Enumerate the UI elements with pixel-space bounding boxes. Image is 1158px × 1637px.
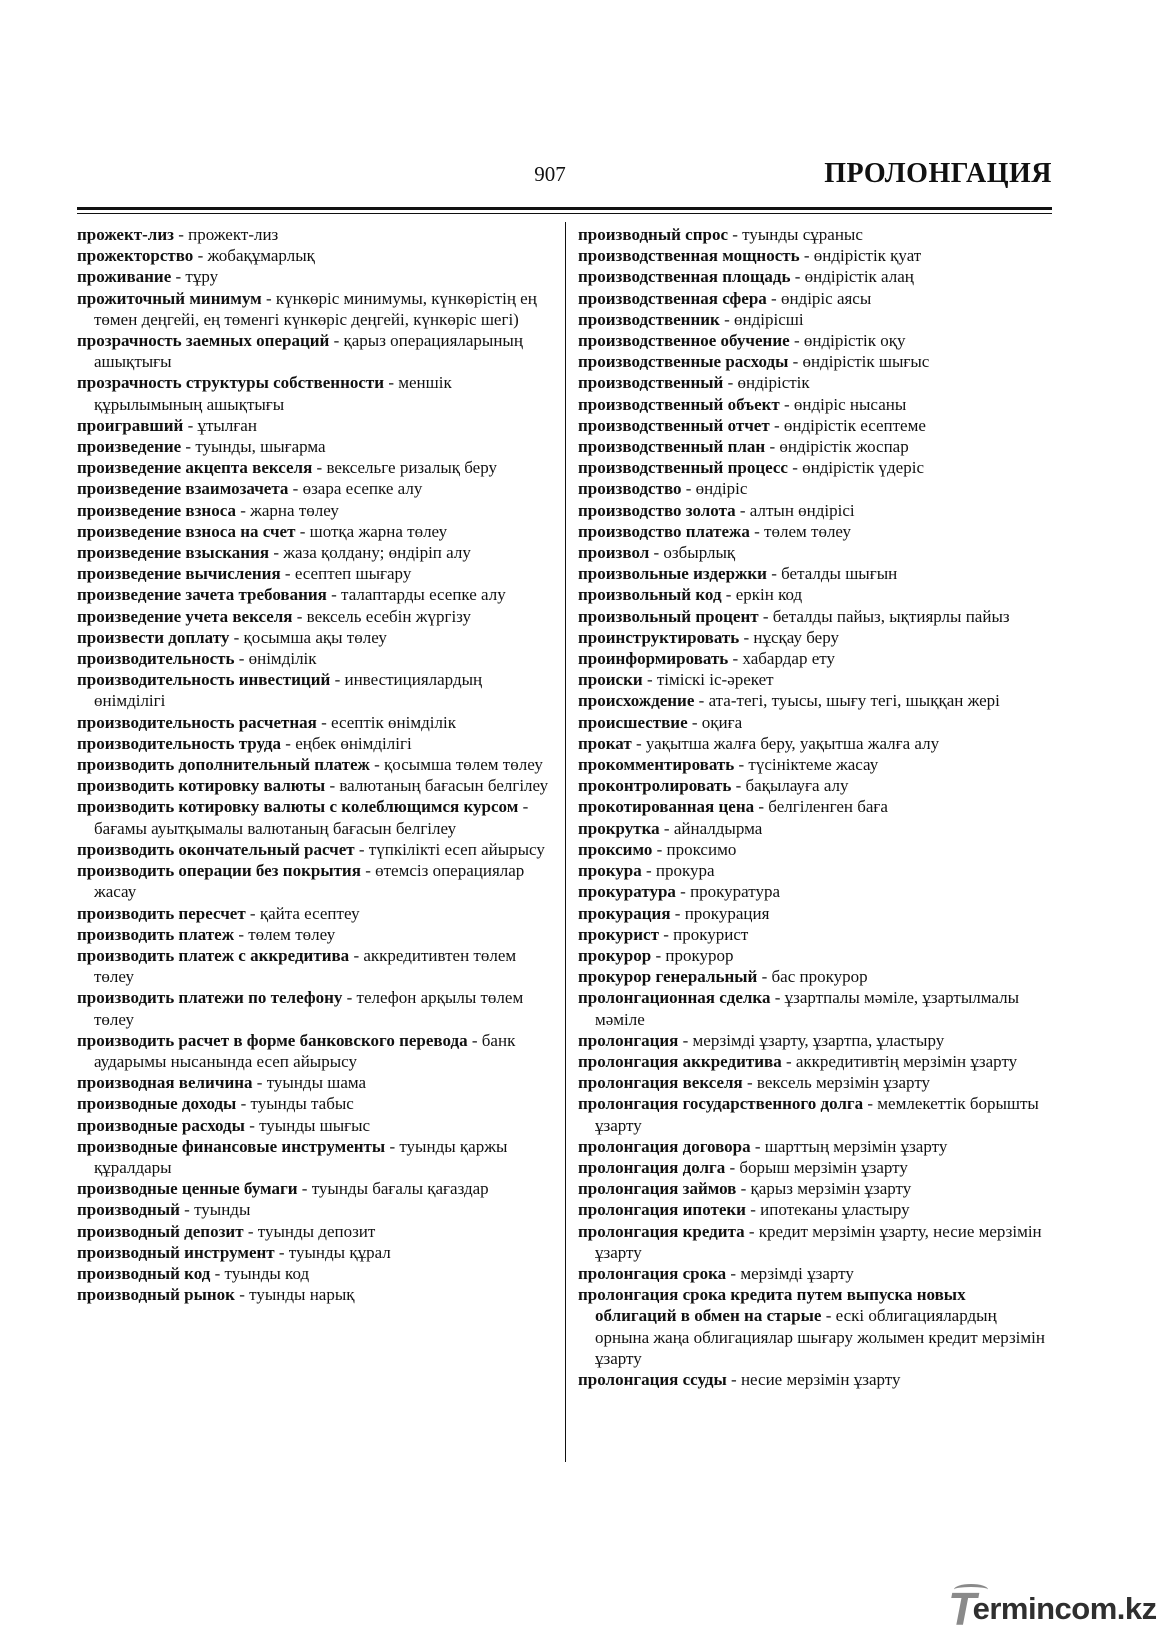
entry-term: пролонгация векселя bbox=[578, 1073, 743, 1093]
entry-definition: - өндірістік оқу bbox=[789, 331, 906, 351]
entry-term: производственник bbox=[578, 309, 720, 329]
entry-definition: - өндірістік шығыс bbox=[788, 352, 930, 372]
entry-definition: - ұзартпалы мәміле, ұзартылмалы мәміле bbox=[595, 988, 1019, 1029]
entry-term: производить окончательный расчет bbox=[77, 839, 355, 859]
entry-definition: - туынды бағалы қағаздар bbox=[297, 1179, 489, 1199]
right-column bbox=[578, 224, 1050, 1390]
entry-term: произвольные издержки bbox=[578, 564, 767, 584]
entry-definition: - өндіріс аясы bbox=[766, 288, 872, 308]
dictionary-entry bbox=[578, 754, 1050, 775]
entry-definition: - вексель есебін жүргізу bbox=[292, 606, 472, 626]
dictionary-entry bbox=[578, 584, 1050, 605]
dictionary-entry bbox=[578, 309, 1050, 330]
dictionary-entry bbox=[77, 1199, 549, 1220]
entry-term: произведение взыскания bbox=[77, 543, 270, 563]
dictionary-entry bbox=[77, 584, 549, 605]
entry-definition: - еңбек өнімділігі bbox=[281, 733, 412, 753]
dictionary-entry bbox=[77, 457, 549, 478]
entry-term: прокрутка bbox=[578, 818, 660, 838]
entry-definition: - туынды сұраныс bbox=[728, 225, 863, 244]
entry-term: производить котировку валюты с колеблющимся курсом bbox=[77, 797, 519, 817]
entry-term: производительность труда bbox=[77, 733, 282, 753]
entry-term: пролонгация аккредитива bbox=[578, 1051, 782, 1071]
entry-term: пролонгация срока кредита путем выпуска новых облигаций в обмен на старые bbox=[578, 1285, 966, 1326]
entry-term: пролонгация срока bbox=[578, 1263, 727, 1283]
dictionary-entry bbox=[578, 775, 1050, 796]
entry-term: производный инструмент bbox=[77, 1242, 275, 1262]
dictionary-entry bbox=[77, 1178, 549, 1199]
dictionary-entry bbox=[578, 563, 1050, 584]
entry-definition: - түсініктеме жасау bbox=[734, 755, 879, 775]
entry-definition: - беталды шығын bbox=[766, 564, 898, 584]
entry-definition: - өнімділік bbox=[234, 649, 317, 669]
entry-definition: - телефон арқылы төлем төлеу bbox=[94, 988, 524, 1029]
dictionary-entry bbox=[77, 839, 549, 860]
entry-term: производство bbox=[578, 479, 682, 499]
entry-definition: - өндіріс нысаны bbox=[779, 394, 907, 414]
dictionary-entry bbox=[77, 903, 549, 924]
entry-definition: - озбырлық bbox=[649, 543, 736, 563]
dictionary-entry bbox=[77, 563, 549, 584]
entry-term: производственный отчет bbox=[578, 415, 770, 435]
dictionary-entry bbox=[578, 839, 1050, 860]
dictionary-entry bbox=[578, 1199, 1050, 1220]
entry-definition: - өндіріс bbox=[681, 479, 748, 499]
left-column bbox=[77, 224, 549, 1305]
entry-term: производство платежа bbox=[578, 521, 750, 541]
entry-definition: - бақылауға алу bbox=[731, 776, 849, 796]
dictionary-entry bbox=[578, 818, 1050, 839]
entry-definition: - түпкілікті есеп айырысу bbox=[354, 839, 545, 859]
entry-definition: - оқиға bbox=[687, 712, 743, 732]
dictionary-entry bbox=[578, 1263, 1050, 1284]
entry-term: произведение зачета требования bbox=[77, 585, 327, 605]
dictionary-entry bbox=[77, 987, 549, 1029]
dictionary-entry bbox=[578, 669, 1050, 690]
entry-definition: - инвестициялардың өнімділігі bbox=[94, 670, 483, 711]
entry-term: происшествие bbox=[578, 712, 688, 732]
entry-definition: - мерзімді ұзарту bbox=[726, 1263, 854, 1283]
entry-definition: - меншік құрылымының ашықтығы bbox=[94, 373, 452, 414]
dictionary-entry bbox=[578, 648, 1050, 669]
dictionary-entry bbox=[578, 733, 1050, 754]
dictionary-entry bbox=[578, 1051, 1050, 1072]
entry-term: производить дополнительный платеж bbox=[77, 755, 370, 775]
entry-definition: - қосымша төлем төлеу bbox=[369, 755, 543, 775]
entry-definition: - өзара есепке алу bbox=[288, 479, 423, 499]
entry-definition: - туынды депозит bbox=[243, 1221, 376, 1241]
dictionary-entry bbox=[578, 351, 1050, 372]
entry-term: произведение учета векселя bbox=[77, 606, 293, 626]
entry-term: производительность расчетная bbox=[77, 712, 317, 732]
dictionary-entry bbox=[578, 394, 1050, 415]
dictionary-entry bbox=[77, 245, 549, 266]
entry-definition: - белгіленген баға bbox=[754, 797, 888, 817]
entry-definition: - өндірістік қуат bbox=[799, 246, 922, 266]
dictionary-entry bbox=[77, 436, 549, 457]
entry-definition: - прокурор bbox=[651, 945, 734, 965]
dictionary-entry bbox=[578, 881, 1050, 902]
entry-term: произвольный процент bbox=[578, 606, 759, 626]
entry-term: проинструктировать bbox=[578, 627, 740, 647]
entry-definition: - кредит мерзімін ұзарту, несие мерзімін ұзарту bbox=[595, 1221, 1042, 1262]
entry-definition: - өтемсіз операциялар жасау bbox=[94, 861, 525, 902]
entry-term: прокурор генеральный bbox=[578, 967, 758, 987]
entry-term: пролонгация кредита bbox=[578, 1221, 745, 1241]
entry-definition: - өндірістік есептеме bbox=[769, 415, 926, 435]
page-number: 907 bbox=[534, 162, 566, 186]
entry-term: производственная мощность bbox=[578, 246, 800, 266]
entry-term: пролонгация займов bbox=[578, 1179, 737, 1199]
entry-term: пролонгация долга bbox=[578, 1157, 726, 1177]
entry-definition: - валютаның бағасын белгілеу bbox=[325, 776, 549, 796]
dictionary-entry bbox=[77, 266, 549, 287]
header-rule-thick bbox=[77, 207, 1052, 210]
dictionary-entry bbox=[578, 542, 1050, 563]
dictionary-entry bbox=[578, 860, 1050, 881]
entry-definition: - мемлекеттік борышты ұзарту bbox=[595, 1094, 1039, 1135]
dictionary-entry bbox=[578, 1157, 1050, 1178]
entry-definition: - туынды нарық bbox=[234, 1285, 355, 1305]
entry-definition: - нұсқау беру bbox=[739, 627, 839, 647]
entry-term: производный рынок bbox=[77, 1285, 235, 1305]
entry-term: прокура bbox=[578, 861, 642, 881]
dictionary-entry bbox=[578, 966, 1050, 987]
entry-term: прозрачность заемных операций bbox=[77, 331, 330, 351]
dictionary-entry bbox=[77, 1263, 549, 1284]
entry-definition: - прокура bbox=[641, 861, 715, 881]
entry-term: производить пересчет bbox=[77, 903, 246, 923]
header-rule-thin bbox=[77, 213, 1052, 214]
entry-term: производственный bbox=[578, 373, 724, 393]
dictionary-entry bbox=[77, 372, 549, 414]
dictionary-entry bbox=[578, 1136, 1050, 1157]
entry-term: прокат bbox=[578, 733, 632, 753]
entry-definition: - талаптарды есепке алу bbox=[326, 585, 506, 605]
dictionary-entry bbox=[77, 945, 549, 987]
entry-term: производственный объект bbox=[578, 394, 780, 414]
logo-rest: ermincom.kz bbox=[972, 1591, 1157, 1626]
dictionary-entry bbox=[77, 1242, 549, 1263]
entry-term: производные доходы bbox=[77, 1094, 237, 1114]
dictionary-entry bbox=[578, 606, 1050, 627]
entry-definition: - төлем төлеу bbox=[749, 521, 852, 541]
dictionary-entry bbox=[578, 1369, 1050, 1390]
entry-definition: - өндірісші bbox=[719, 309, 804, 329]
dictionary-entry bbox=[578, 1178, 1050, 1199]
entry-definition: - прокуратура bbox=[675, 882, 781, 902]
entry-term: произведение взноса bbox=[77, 500, 236, 520]
entry-term: произвол bbox=[578, 543, 650, 563]
dictionary-entry bbox=[578, 266, 1050, 287]
dictionary-entry bbox=[578, 330, 1050, 351]
entry-term: прожиточный минимум bbox=[77, 288, 262, 308]
entry-definition: - қайта есептеу bbox=[245, 903, 360, 923]
entry-definition: - вексельге ризалық беру bbox=[312, 458, 497, 478]
entry-term: проигравший bbox=[77, 415, 184, 435]
entry-term: проживание bbox=[77, 267, 172, 287]
entry-definition: - банк аударымы нысанында есеп айырысу bbox=[94, 1030, 516, 1071]
dictionary-entry bbox=[77, 415, 549, 436]
dictionary-entry bbox=[578, 712, 1050, 733]
entry-definition: - өндірістік bbox=[723, 373, 810, 393]
entry-definition: - борыш мерзімін ұзарту bbox=[725, 1157, 908, 1177]
site-logo[interactable] bbox=[948, 1582, 1157, 1635]
dictionary-entry bbox=[77, 733, 549, 754]
dictionary-entry bbox=[77, 754, 549, 775]
entry-term: производственное обучение bbox=[578, 331, 790, 351]
entry-definition: - прокурация bbox=[670, 903, 770, 923]
entry-definition: - прожект-лиз bbox=[173, 225, 279, 244]
entry-definition: - алтын өндірісі bbox=[735, 500, 855, 520]
dictionary-entry bbox=[77, 1072, 549, 1093]
entry-definition: - тімiскі іс-әрекет bbox=[642, 670, 774, 690]
entry-definition: - ата-тегі, туысы, шығу тегі, шыққан жері bbox=[694, 691, 1000, 711]
entry-definition: - мерзімді ұзарту, ұзартпа, ұластыру bbox=[678, 1030, 945, 1050]
entry-definition: - уақытша жалға беру, уақытша жалға алу bbox=[631, 733, 940, 753]
entry-term: производный bbox=[77, 1200, 180, 1220]
dictionary-entry bbox=[578, 690, 1050, 711]
entry-definition: - өндірістік жоспар bbox=[765, 437, 909, 457]
entry-definition: - бағамы ауытқымалы валютаның бағасын белгілеу bbox=[94, 797, 529, 838]
entry-definition: - жарна төлеу bbox=[235, 500, 339, 520]
entry-definition: - тұру bbox=[171, 267, 219, 287]
entry-definition: - туынды шама bbox=[252, 1073, 367, 1093]
entry-term: производить операции без покрытия bbox=[77, 861, 361, 881]
entry-term: производные расходы bbox=[77, 1115, 245, 1135]
entry-term: произведение вычисления bbox=[77, 564, 281, 584]
entry-term: прокурация bbox=[578, 903, 671, 923]
entry-definition: - ескі облигациялардың орнына жаңа облигациялар шығару жолымен кредит мерзімін ұзарту bbox=[595, 1306, 1045, 1368]
entry-term: производство золота bbox=[578, 500, 736, 520]
dictionary-entry bbox=[77, 478, 549, 499]
dictionary-entry bbox=[578, 500, 1050, 521]
dictionary-entry bbox=[578, 627, 1050, 648]
entry-definition: - жаза қолдану; өндіріп алу bbox=[269, 543, 471, 563]
entry-definition: - туынды шығыс bbox=[244, 1115, 371, 1135]
entry-term: производные ценные бумаги bbox=[77, 1179, 298, 1199]
entry-definition: - аккредитивтің мерзімін ұзарту bbox=[781, 1051, 1018, 1071]
dictionary-entry bbox=[578, 945, 1050, 966]
dictionary-entry bbox=[578, 415, 1050, 436]
entry-definition: - еркін код bbox=[721, 585, 803, 605]
entry-definition: - өндірістік үдеріс bbox=[787, 458, 924, 478]
dictionary-entry bbox=[578, 457, 1050, 478]
entry-term: пролонгация государственного долга bbox=[578, 1094, 864, 1114]
dictionary-entry bbox=[77, 606, 549, 627]
entry-definition: - беталды пайыз, ықтиярлы пайыз bbox=[758, 606, 1010, 626]
dictionary-entry bbox=[578, 1284, 1050, 1369]
dictionary-entry bbox=[77, 1136, 549, 1178]
entry-definition: - туынды, шығарма bbox=[181, 437, 326, 457]
entry-definition: - есептік өнімділік bbox=[316, 712, 456, 732]
entry-term: производить платеж bbox=[77, 924, 235, 944]
entry-definition: - туынды табыс bbox=[236, 1094, 354, 1114]
entry-definition: - есептеп шығару bbox=[280, 564, 412, 584]
dictionary-entry bbox=[578, 924, 1050, 945]
entry-term: прокотированная цена bbox=[578, 797, 755, 817]
entry-term: производный код bbox=[77, 1263, 211, 1283]
dictionary-entry bbox=[77, 712, 549, 733]
logo-swoosh-icon bbox=[954, 1584, 988, 1595]
entry-definition: - несие мерзімін ұзарту bbox=[726, 1369, 901, 1389]
entry-term: проксимо bbox=[578, 839, 653, 859]
entry-term: прожекторство bbox=[77, 246, 194, 266]
entry-term: производить платежи по телефону bbox=[77, 988, 343, 1008]
dictionary-entry bbox=[578, 796, 1050, 817]
dictionary-entry bbox=[578, 521, 1050, 542]
entry-definition: - қарыз операцияларының ашықтығы bbox=[94, 331, 523, 372]
entry-term: пролонгация ипотеки bbox=[578, 1200, 746, 1220]
entry-term: производственная сфера bbox=[578, 288, 767, 308]
dictionary-entry bbox=[578, 478, 1050, 499]
entry-term: производственная площадь bbox=[578, 267, 791, 287]
entry-definition: - ипотеканы ұластыру bbox=[745, 1200, 910, 1220]
entry-term: производить платеж с аккредитива bbox=[77, 945, 350, 965]
dictionary-entry bbox=[77, 648, 549, 669]
entry-term: прокурор bbox=[578, 945, 652, 965]
entry-term: проконтролировать bbox=[578, 776, 732, 796]
dictionary-entry bbox=[77, 521, 549, 542]
dictionary-entry bbox=[578, 372, 1050, 393]
entry-term: производный депозит bbox=[77, 1221, 244, 1241]
running-headword: ПРОЛОНГАЦИЯ bbox=[824, 158, 1052, 189]
entry-term: производительность инвестиций bbox=[77, 670, 331, 690]
entry-term: произведение взноса на счет bbox=[77, 521, 296, 541]
entry-definition: - туынды bbox=[179, 1200, 251, 1220]
entry-term: пролонгационная сделка bbox=[578, 988, 771, 1008]
entry-term: пролонгация bbox=[578, 1030, 679, 1050]
dictionary-entry bbox=[77, 1093, 549, 1114]
entry-definition: - туынды қаржы құралдары bbox=[94, 1136, 508, 1177]
entry-definition: - прокурист bbox=[658, 924, 749, 944]
entry-definition: - аккредитивтен төлем төлеу bbox=[94, 945, 517, 987]
entry-definition: - туынды код bbox=[210, 1263, 310, 1283]
entry-definition: - шарттың мерзімін ұзарту bbox=[750, 1136, 948, 1156]
logo-letter-t: T bbox=[948, 1583, 976, 1635]
entry-definition: - шотқа жарна төлеу bbox=[295, 521, 448, 541]
entry-definition: - төлем төлеу bbox=[234, 924, 336, 944]
entry-definition: - туынды құрал bbox=[274, 1242, 391, 1262]
dictionary-entry bbox=[77, 542, 549, 563]
entry-term: прокуратура bbox=[578, 882, 676, 902]
dictionary-entry bbox=[77, 860, 549, 902]
entry-definition: - вексель мерзімін ұзарту bbox=[742, 1073, 931, 1093]
entry-term: происки bbox=[578, 670, 643, 690]
dictionary-entry bbox=[578, 1072, 1050, 1093]
entry-definition: - проксимо bbox=[652, 839, 737, 859]
dictionary-entry bbox=[578, 1221, 1050, 1263]
dictionary-entry bbox=[578, 1030, 1050, 1051]
entry-definition: - бас прокурор bbox=[757, 967, 868, 987]
entry-definition: - күнкөріс минимумы, күнкөрістің ең төмен деңгейі, ең төменгі күнкөріс деңгейі, күнкөріс шегі) bbox=[94, 288, 537, 329]
dictionary-entry bbox=[77, 669, 549, 711]
dictionary-entry bbox=[77, 1030, 549, 1072]
dictionary-entry bbox=[578, 245, 1050, 266]
entry-term: прожект-лиз bbox=[77, 225, 174, 244]
dictionary-entry bbox=[77, 627, 549, 648]
entry-term: произвольный код bbox=[578, 585, 722, 605]
column-divider bbox=[565, 222, 566, 1462]
dictionary-entry bbox=[77, 775, 549, 796]
entry-definition: - хабардар ету bbox=[728, 649, 835, 669]
dictionary-entry bbox=[77, 500, 549, 521]
dictionary-entry bbox=[578, 987, 1050, 1029]
entry-term: происхождение bbox=[578, 691, 695, 711]
entry-term: производный спрос bbox=[578, 225, 729, 244]
dictionary-entry bbox=[578, 903, 1050, 924]
entry-definition: - жобақұмарлық bbox=[193, 246, 315, 266]
dictionary-entry bbox=[77, 224, 549, 245]
entry-term: производственный план bbox=[578, 437, 766, 457]
entry-definition: - қарыз мерзімін ұзарту bbox=[736, 1179, 912, 1199]
entry-term: производить котировку валюты bbox=[77, 776, 326, 796]
dictionary-entry bbox=[77, 1284, 549, 1305]
dictionary-entry bbox=[578, 1093, 1050, 1135]
entry-term: производные финансовые инструменты bbox=[77, 1136, 386, 1156]
entry-definition: - өндірістік алаң bbox=[790, 267, 914, 287]
entry-definition: - айналдырма bbox=[659, 818, 763, 838]
entry-term: произведение взаимозачета bbox=[77, 479, 289, 499]
dictionary-entry bbox=[77, 1115, 549, 1136]
dictionary-entry bbox=[578, 288, 1050, 309]
dictionary-entry bbox=[77, 1221, 549, 1242]
dictionary-entry bbox=[77, 796, 549, 838]
entry-term: произведение bbox=[77, 437, 182, 457]
entry-term: прокомментировать bbox=[578, 755, 735, 775]
entry-term: производственные расходы bbox=[578, 352, 789, 372]
entry-term: пролонгация ссуды bbox=[578, 1369, 727, 1389]
dictionary-entry bbox=[578, 436, 1050, 457]
entry-definition: - ұтылған bbox=[183, 415, 257, 435]
entry-term: пролонгация договора bbox=[578, 1136, 751, 1156]
entry-term: произвести доплату bbox=[77, 627, 230, 647]
entry-term: производная величина bbox=[77, 1073, 253, 1093]
dictionary-entry bbox=[77, 288, 549, 330]
dictionary-entry bbox=[578, 224, 1050, 245]
dictionary-entry bbox=[77, 924, 549, 945]
entry-term: производить расчет в форме банковского перевода bbox=[77, 1030, 468, 1050]
entry-term: прокурист bbox=[578, 924, 659, 944]
entry-term: прозрачность структуры собственности bbox=[77, 373, 385, 393]
entry-term: производительность bbox=[77, 649, 235, 669]
entry-definition: - қосымша ақы төлеу bbox=[229, 627, 387, 647]
dictionary-entry bbox=[77, 330, 549, 372]
entry-term: производственный процесс bbox=[578, 458, 788, 478]
entry-term: проинформировать bbox=[578, 649, 729, 669]
entry-term: произведение акцепта векселя bbox=[77, 458, 313, 478]
